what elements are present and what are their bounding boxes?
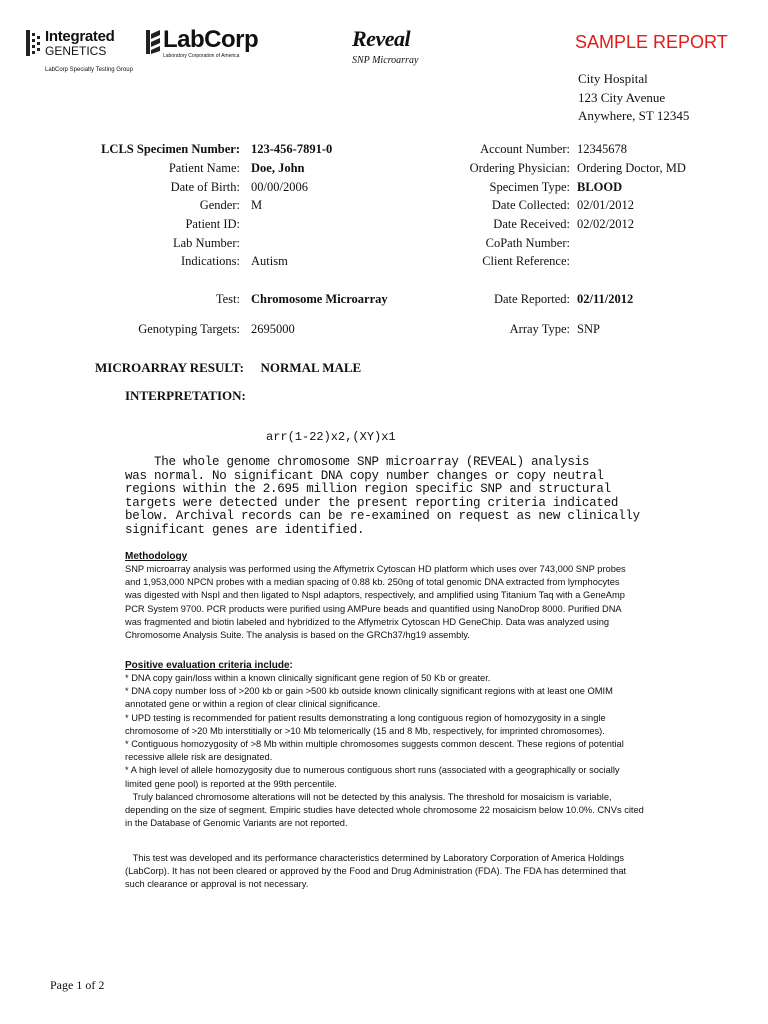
logo-line-1: Integrated bbox=[45, 28, 115, 45]
field-label-date-received: Date Received: bbox=[493, 217, 570, 231]
page-number: Page 1 of 2 bbox=[50, 978, 105, 992]
fda-disclaimer bbox=[125, 852, 690, 892]
address-line: Anywhere, ST 12345 bbox=[578, 108, 690, 123]
field-label-indications: Indications: bbox=[180, 254, 240, 268]
methodology-line: PCR System 9700. PCR products were purified using AMPure beads and quantified using NanoDrop 8000. Purified DNA bbox=[125, 603, 622, 614]
reveal-name: Reveal bbox=[352, 26, 411, 51]
field-value-test: Chromosome Microarray bbox=[251, 292, 388, 306]
field-label-copath-number: CoPath Number: bbox=[485, 236, 570, 250]
field-value-ordering-physician: Ordering Doctor, MD bbox=[577, 161, 686, 175]
address-line: 123 City Avenue bbox=[578, 89, 666, 105]
logo-line-2: GENETICS bbox=[45, 44, 107, 58]
methodology-line: SNP microarray analysis was performed using the Affymetrix Cytoscan HD platform which uses over 743,000 SNP probes bbox=[125, 564, 626, 574]
client-address bbox=[578, 70, 689, 126]
field-value-array-type: SNP bbox=[577, 322, 600, 336]
logo-line-3: LabCorp Specialty Testing Group bbox=[45, 67, 133, 73]
criteria-line: * DNA copy number loss of >200 kb or gain >500 kb outside known clinically significant regions with at least one OMIM bbox=[125, 686, 613, 697]
labcorp-name: LabCorp bbox=[163, 26, 259, 53]
field-label-specimen-type: Specimen Type: bbox=[489, 180, 570, 194]
criteria-line: Truly balanced chromosome alterations will not be detected by this analysis. The threshold for mosaicism is variable, bbox=[125, 791, 612, 802]
field-label-account-number: Account Number: bbox=[480, 142, 570, 156]
labcorp-mark-icon bbox=[145, 30, 161, 54]
field-value-account-number: 12345678 bbox=[577, 142, 627, 156]
field-value-indications: Autism bbox=[251, 254, 288, 268]
criteria-heading-text: Positive evaluation criteria include bbox=[125, 660, 290, 671]
field-value-dob: 00/00/2006 bbox=[251, 180, 308, 194]
criteria-line: * UPD testing is recommended for patient results demonstrating a long contiguous region of homozygosity in a single bbox=[125, 712, 606, 723]
criteria-text bbox=[125, 672, 690, 830]
field-value-gender: M bbox=[251, 198, 263, 212]
field-label-date-collected: Date Collected: bbox=[491, 198, 570, 212]
field-value-specimen-number: 123-456-7891-0 bbox=[251, 142, 333, 156]
microarray-result bbox=[95, 360, 361, 376]
criteria-line: * A high level of allele homozygosity due to numerous contiguous short runs (associated with a geographically or socially bbox=[125, 765, 620, 776]
criteria-line: recessive allele risk are designated. bbox=[125, 752, 273, 763]
field-label-ordering-physician: Ordering Physician: bbox=[469, 161, 570, 175]
criteria-line: depending on the size of segment. Empiric studies have detected whole chromosome 22 mosaicism below 10.0%. CNVs cited bbox=[125, 805, 644, 816]
criteria-line: annotated gene or within a region of clear clinical significance. bbox=[125, 699, 381, 710]
criteria-heading bbox=[125, 660, 690, 671]
methodology-section bbox=[125, 551, 690, 642]
methodology-heading: Methodology bbox=[125, 551, 188, 562]
field-label-lab-number: Lab Number: bbox=[173, 236, 240, 250]
disclaimer-line: such clearance or approval is not necessary. bbox=[125, 879, 309, 890]
sample-report-title: SAMPLE REPORT bbox=[575, 32, 728, 52]
result-value: NORMAL MALE bbox=[260, 360, 362, 375]
reveal-sub: SNP Microarray bbox=[352, 55, 419, 66]
field-label-dob: Date of Birth: bbox=[170, 180, 240, 194]
result-label: MICROARRAY RESULT: bbox=[95, 360, 244, 375]
field-label-patient-name: Patient Name: bbox=[168, 161, 240, 175]
methodology-line: was fragmented and biotin labeled and hybridized to the Affymetrix Cytoscan HD GeneChip. Data was analyzed using bbox=[125, 616, 610, 627]
karyotype: arr(1-22)x2,(XY)x1 bbox=[266, 430, 396, 444]
field-label-date-reported: Date Reported: bbox=[493, 292, 570, 306]
criteria-line: * Contiguous homozygosity of >8 Mb within multiple chromosomes suggests common descent. These regions of potential bbox=[125, 739, 624, 750]
criteria-heading-colon: : bbox=[289, 660, 293, 671]
address-line: City Hospital bbox=[578, 71, 648, 86]
labcorp-logo bbox=[145, 28, 260, 64]
methodology-line: Chromosome Analysis Suite. The analysis is based on the GRCh37/hg19 assembly. bbox=[125, 630, 470, 641]
disclaimer-line: (LabCorp). It has not been cleared or approved by the Food and Drug Administration (FDA). The FDA has determined that bbox=[125, 866, 627, 877]
reveal-logo bbox=[350, 28, 440, 68]
methodology-text bbox=[125, 563, 690, 642]
field-value-date-reported: 02/11/2012 bbox=[577, 292, 634, 306]
field-value-patient-name: Doe, John bbox=[251, 161, 305, 175]
field-value-date-collected: 02/01/2012 bbox=[577, 198, 634, 212]
field-label-array-type: Array Type: bbox=[509, 322, 570, 336]
interpretation-narrative: The whole genome chromosome SNP microarray (REVEAL) analysis was normal. No significant DNA copy number changes or copy neutral regions within the 2.695 million region specific SNP and structural targets were detected under the present reporting criteria indicated below. Archival records can be re-examined on request as new clinically significant genes are identified. bbox=[125, 455, 640, 537]
disclaimer-line: This test was developed and its performance characteristics determined by Laboratory Corporation of America Holdings bbox=[125, 853, 625, 863]
field-label-gender: Gender: bbox=[199, 198, 240, 212]
field-value-specimen-type: BLOOD bbox=[577, 180, 623, 194]
criteria-line: * DNA copy gain/loss within a known clinically significant gene region of 50 Kb or greater. bbox=[125, 673, 491, 683]
methodology-line: was digested with NspI and then ligated to NspI adaptors, respectively, and amplified using Titanium Taq with a GeneAmp bbox=[125, 590, 625, 601]
field-value-genotyping-targets: 2695000 bbox=[251, 322, 295, 336]
integrated-genetics-logo bbox=[25, 28, 133, 78]
field-value-date-received: 02/02/2012 bbox=[577, 217, 634, 231]
helix-icon bbox=[25, 30, 41, 56]
field-label-client-reference: Client Reference: bbox=[482, 254, 570, 268]
criteria-line: in the Database of Genomic Variants are not reported. bbox=[125, 818, 348, 829]
criteria-section bbox=[125, 660, 690, 830]
field-label-genotyping-targets: Genotyping Targets: bbox=[138, 322, 240, 336]
criteria-line: chromosome of >20 Mb interstitially or >10 Mb telomerically (15 and 8 Mb, respectively, for imprinted chromosomes). bbox=[125, 725, 605, 736]
field-label-patient-id: Patient ID: bbox=[185, 217, 240, 231]
field-label-specimen-number: LCLS Specimen Number: bbox=[101, 142, 240, 156]
interpretation-heading: INTERPRETATION: bbox=[125, 388, 246, 403]
methodology-line: and 1,953,000 NPCN probes with a median spacing of 0.88 kb. 250ng of total genomic DNA extracted from lymphocytes bbox=[125, 577, 620, 588]
labcorp-sub: Laboratory Corporation of America bbox=[163, 53, 240, 59]
criteria-line: limited gene pool) is reported at the 99th percentile. bbox=[125, 778, 337, 789]
field-label-test: Test: bbox=[215, 292, 240, 306]
